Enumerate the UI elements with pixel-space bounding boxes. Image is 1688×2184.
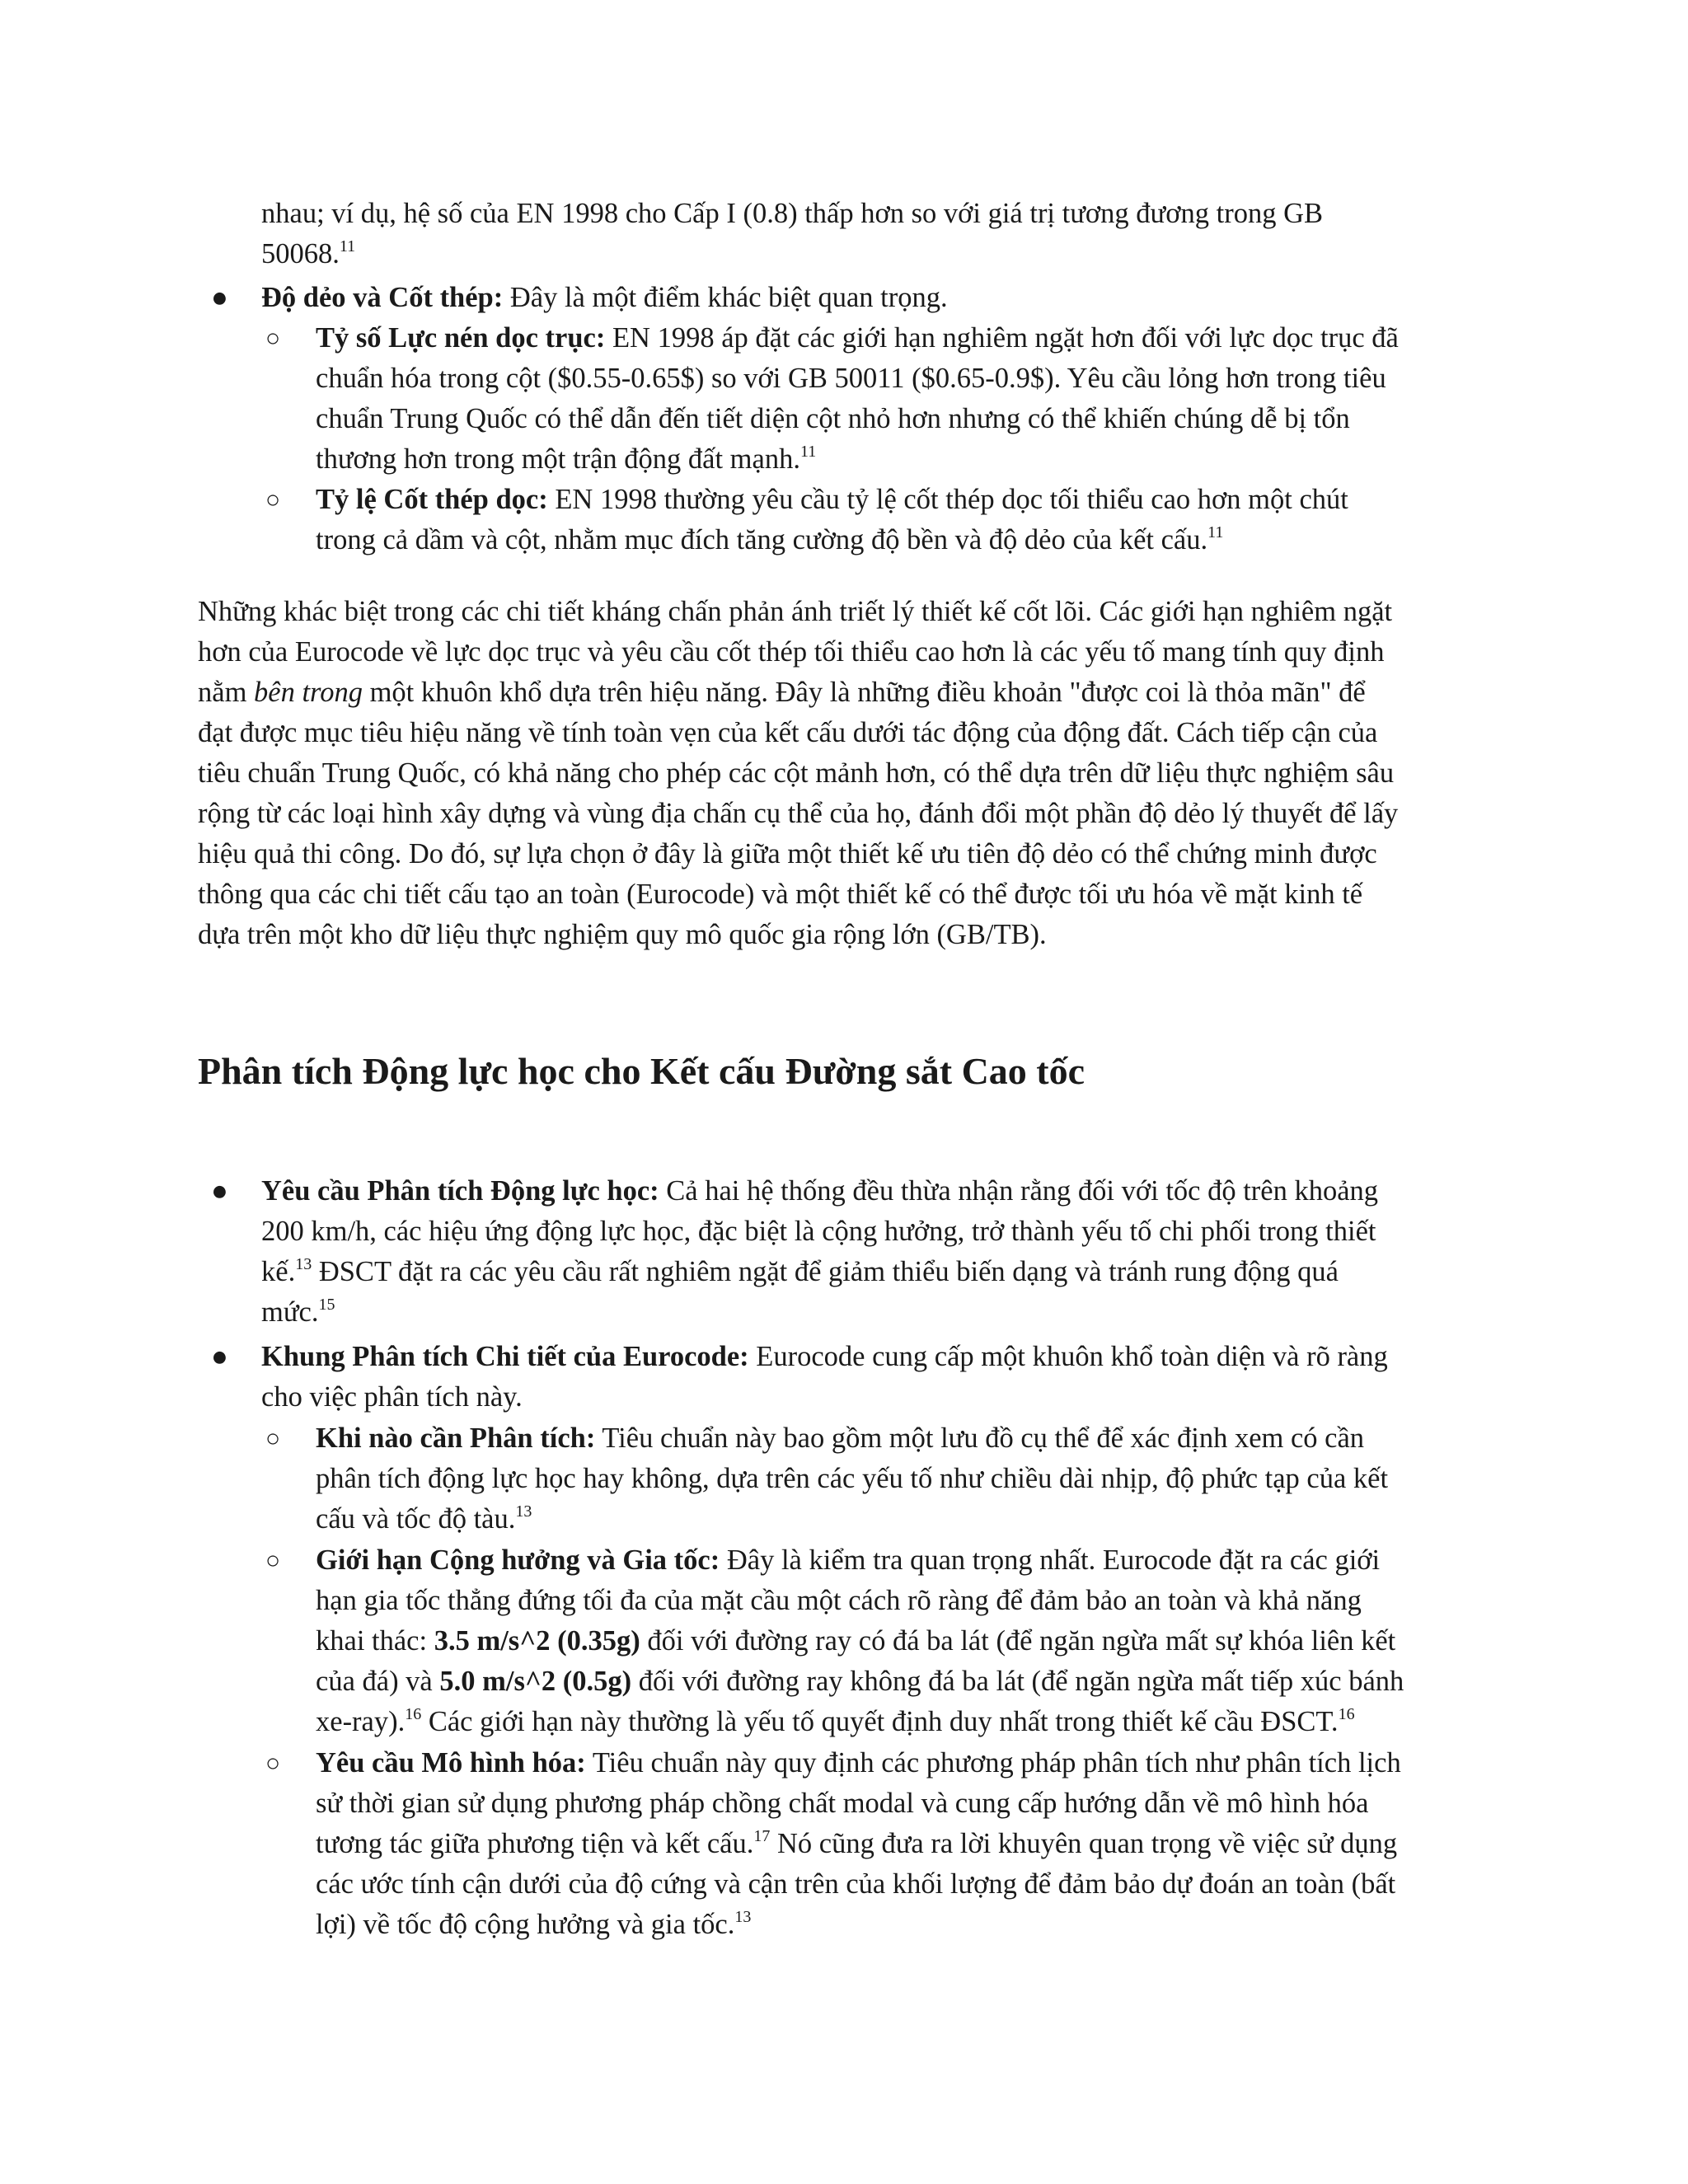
text-line: chuẩn hóa trong cột ($0.55-0.65$) so với GB 50011 ($0.65-0.9$). Yêu cầu lỏng hơn trong tiêu [316, 363, 1386, 394]
text-line: Yêu cầu Mô hình hóa: Tiêu chuẩn này quy định các phương pháp phân tích như phân tích lịch [316, 1747, 1401, 1779]
list-item-axial-ratio [316, 318, 1486, 480]
text-line: Tỷ số Lực nén dọc trục: EN 1998 áp đặt các giới hạn nghiêm ngặt hơn đối với lực dọc trục đã [316, 322, 1399, 354]
list-item-dynamic-requirement [261, 1171, 1481, 1333]
item-label: Khi nào cần Phân tích: [316, 1422, 596, 1454]
text-line: thương hơn trong một trận động đất mạnh.$^{11}$ [316, 443, 817, 475]
bullet-icon: ● [211, 1341, 228, 1372]
text-line: sử thời gian sử dụng phương pháp chồng chất modal và cung cấp hướng dẫn về mô hình hóa [316, 1788, 1369, 1819]
text-line: tương tác giữa phương tiện và kết cấu.$^{17}$ Nó cũng đưa ra lời khuyên quan trọng về việc sử dụng [316, 1827, 1398, 1859]
text-line: 200 km/h, các hiệu ứng động lực học, đặc biệt là cộng hưởng, trở thành yếu tố chi phối trong thiết [261, 1216, 1376, 1247]
text-line: rộng từ các loại hình xây dựng và vùng địa chấn cụ thể của họ, đánh đổi một phần độ dẻo lý thuyết để lấy [198, 798, 1399, 829]
text-line: khai thác: 3.5 m/s^2 (0.35g) đối với đường ray có đá ba lát (để ngăn ngừa mất sự khóa liên kết [316, 1625, 1396, 1657]
text-line: các ước tính cận dưới của độ cứng và cận trên của khối lượng để đảm bảo dự đoán an toàn (bất [316, 1868, 1396, 1900]
list-item-when-to-analyze [316, 1418, 1486, 1540]
text-line: Yêu cầu Phân tích Động lực học: Cả hai hệ thống đều thừa nhận rằng đối với tốc độ trên khoảng [261, 1175, 1379, 1207]
footnote-ref: 13 [734, 1908, 752, 1926]
text-line: tiêu chuẩn Trung Quốc, có khả năng cho phép các cột mảnh hơn, có thể dựa trên dữ liệu thực nghiệm sâu [198, 757, 1395, 789]
footnote-ref: 11 [339, 237, 356, 255]
item-label: Khung Phân tích Chi tiết của Eurocode: [261, 1341, 749, 1372]
body-paragraph [198, 592, 1484, 955]
text-line: chuẩn Trung Quốc có thể dẫn đến tiết diện cột nhỏ hơn nhưng có thể khiến chúng dễ bị tổn [316, 403, 1350, 434]
emphasis: bên trong [254, 677, 363, 708]
text-line: Giới hạn Cộng hưởng và Gia tốc: Đây là kiểm tra quan trọng nhất. Eurocode đặt ra các giới [316, 1544, 1381, 1576]
text-line: phân tích động lực học hay không, dựa trên các yếu tố như chiều dài nhịp, độ phức tạp của kết [316, 1463, 1389, 1494]
text-line: xe-ray).$^{16}$ Các giới hạn này thường là yếu tố quyết định duy nhất trong thiết kế cầu ĐSCT.$^{16}$ [316, 1705, 1355, 1737]
list-item-longitudinal [316, 480, 1486, 560]
footnote-ref: 11 [799, 443, 817, 461]
footnote-ref: 13 [295, 1255, 312, 1273]
text-line: nằm bên trong một khuôn khổ dựa trên hiệu năng. Đây là những điều khoản "được coi là thỏa mãn" để [198, 677, 1366, 708]
text-line: 50068.11 [261, 237, 356, 269]
text-line: dựa trên một kho dữ liệu thực nghiệm quy mô quốc gia rộng lớn (GB/TB). [198, 919, 1047, 950]
text-line: cho việc phân tích này. [261, 1381, 523, 1413]
list-item-eurocode [261, 1337, 1481, 1418]
list-item-continuation [261, 194, 1481, 274]
item-label: Giới hạn Cộng hưởng và Gia tốc: [316, 1544, 720, 1576]
list-item-acceleration-limits [316, 1540, 1486, 1742]
list-item-ductility [261, 278, 1481, 318]
bold-value: 3.5 m/s^2 (0.35g) [434, 1625, 640, 1657]
item-label: Tỷ lệ Cốt thép dọc: [316, 484, 548, 515]
footnote-ref: 17 [753, 1827, 771, 1845]
item-label: Độ dẻo và Cốt thép: [261, 282, 504, 313]
list-item-modeling [316, 1743, 1486, 1945]
item-label: Yêu cầu Mô hình hóa: [316, 1747, 586, 1779]
text-line: cấu và tốc độ tàu.$^{13}$ [316, 1502, 532, 1535]
item-label: Tỷ số Lực nén dọc trục: [316, 322, 606, 354]
text-line: nhau; ví dụ, hệ số của EN 1998 cho Cấp I (0.8) thấp hơn so với giá trị tương đương trong GB [261, 198, 1323, 229]
footnote-ref: 11 [1207, 523, 1224, 541]
text-line: hơn của Eurocode về lực dọc trục và yêu cầu cốt thép tối thiểu cao hơn là các yếu tố mang tính quy định [198, 636, 1385, 668]
text-line: Tỷ lệ Cốt thép dọc: EN 1998 thường yêu cầu tỷ lệ cốt thép dọc tối thiểu cao hơn một chút [316, 484, 1348, 515]
text-line: lợi) về tốc độ cộng hưởng và gia tốc.$^{13}$ [316, 1908, 752, 1940]
text-line: hạn gia tốc thẳng đứng tối đa của mặt cầu một cách rõ ràng để đảm bảo an toàn và khả năng [316, 1585, 1362, 1616]
text-line: mức.$^{15}$ [261, 1296, 335, 1328]
bullet-icon: ● [211, 1175, 228, 1207]
item-label: Yêu cầu Phân tích Động lực học: [261, 1175, 659, 1207]
sub-bullet-icon: ○ [265, 325, 281, 352]
bold-value: 5.0 m/s^2 (0.5g) [439, 1666, 632, 1697]
text-line: Những khác biệt trong các chi tiết kháng chấn phản ánh triết lý thiết kế cốt lõi. Các giới hạn nghiêm ngặt [198, 596, 1393, 627]
bullet-icon: ● [211, 282, 228, 313]
text-line: Khung Phân tích Chi tiết của Eurocode: Eurocode cung cấp một khuôn khổ toàn diện và rõ ràng [261, 1341, 1388, 1372]
text-line: kế.$^{13}$ ĐSCT đặt ra các yêu cầu rất nghiêm ngặt để giảm thiểu biến dạng và tránh rung động quá [261, 1255, 1339, 1287]
text-line: trong cả dầm và cột, nhằm mục đích tăng cường độ bền và độ dẻo của kết cấu.$^{11}$ [316, 523, 1224, 555]
text-line: thông qua các chi tiết cấu tạo an toàn (Eurocode) và một thiết kế có thể được tối ưu hóa về mặt kinh tế [198, 879, 1363, 910]
sub-bullet-icon: ○ [265, 1547, 281, 1574]
section-heading: Phân tích Động lực học cho Kết cấu Đường sắt Cao tốc [198, 1050, 1085, 1092]
sub-bullet-icon: ○ [265, 1750, 281, 1777]
footnote-ref: 13 [515, 1502, 532, 1521]
footnote-ref: 16 [1338, 1705, 1355, 1723]
text-line: Khi nào cần Phân tích: Tiêu chuẩn này bao gồm một lưu đồ cụ thể để xác định xem có cần [316, 1422, 1365, 1454]
footnote-ref: 16 [405, 1705, 422, 1723]
text-line: đạt được mục tiêu hiệu năng về tính toàn vẹn của kết cấu dưới tác động của động đất. Cách tiếp cận của [198, 717, 1378, 748]
text-line: Độ dẻo và Cốt thép: Đây là một điểm khác biệt quan trọng. [261, 282, 948, 313]
text-line: của đá) và 5.0 m/s^2 (0.5g) đối với đường ray không đá ba lát (để ngăn ngừa mất tiếp xúc bánh [316, 1666, 1404, 1697]
sub-bullet-icon: ○ [265, 1425, 281, 1452]
sub-bullet-icon: ○ [265, 486, 281, 513]
footnote-ref: 15 [318, 1296, 335, 1314]
text-line: hiệu quả thi công. Do đó, sự lựa chọn ở đây là giữa một thiết kế ưu tiên độ dẻo có thể chứng minh được [198, 838, 1377, 869]
